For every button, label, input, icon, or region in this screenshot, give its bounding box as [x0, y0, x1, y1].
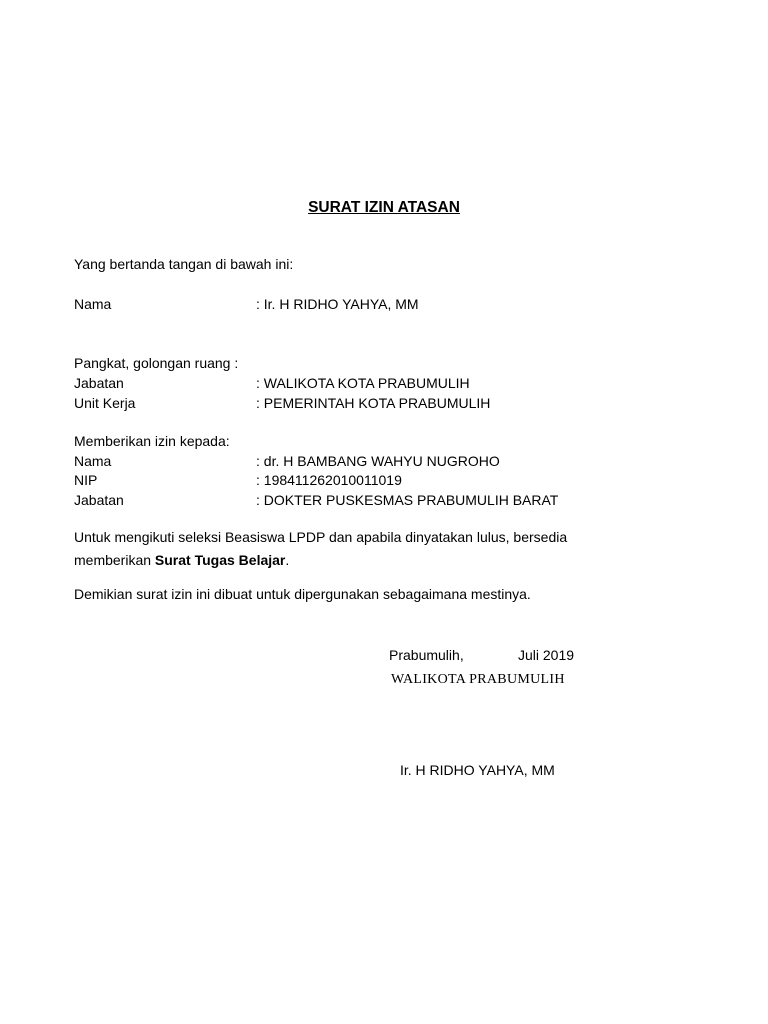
signer-position-value: : WALIKOTA KOTA PRABUMULIH [256, 375, 470, 391]
grantee-nip-label: NIP [74, 472, 98, 488]
surat-tugas-belajar-bold: Surat Tugas Belajar [154, 552, 286, 568]
grantee-name-value: : dr. H BAMBANG WAHYU NUGROHO [256, 453, 500, 469]
grantee-heading: Memberikan izin kepada: [74, 433, 230, 449]
body-paragraph-line1: Untuk mengikuti seleksi Beasiswa LPDP dan apabila dinyatakan lulus, bersedia [74, 529, 568, 545]
intro-text: Yang bertanda tangan di bawah ini: [74, 256, 294, 272]
signature-name: Ir. H RIDHO YAHYA, MM [400, 762, 555, 778]
signature-date: Juli 2019 [518, 647, 575, 663]
signature-office: WALIKOTA PRABUMULIH [391, 672, 565, 687]
document-title: SURAT IZIN ATASAN [308, 199, 460, 216]
signer-name-value: : Ir. H RIDHO YAHYA, MM [256, 296, 419, 312]
signer-unit-label: Unit Kerja [74, 395, 136, 411]
grantee-nip-value: : 198411262010011019 [256, 472, 402, 488]
signer-unit-value: : PEMERINTAH KOTA PRABUMULIH [256, 395, 491, 411]
grantee-position-label: Jabatan [74, 492, 124, 508]
signature-place: Prabumulih, [389, 647, 464, 663]
body-line2-suffix: . [285, 552, 290, 568]
signer-name-label: Nama [74, 296, 112, 312]
grantee-position-value: : DOKTER PUSKESMAS PRABUMULIH BARAT [256, 492, 559, 508]
body-paragraph-line2 [74, 551, 289, 569]
closing-paragraph: Demikian surat izin ini dibuat untuk dipergunakan sebagaimana mestinya. [74, 586, 531, 602]
signer-rank-label: Pangkat, golongan ruang : [74, 355, 239, 371]
body-line2-prefix: memberikan [74, 552, 155, 568]
grantee-name-label: Nama [74, 453, 112, 469]
signer-position-label: Jabatan [74, 375, 124, 391]
